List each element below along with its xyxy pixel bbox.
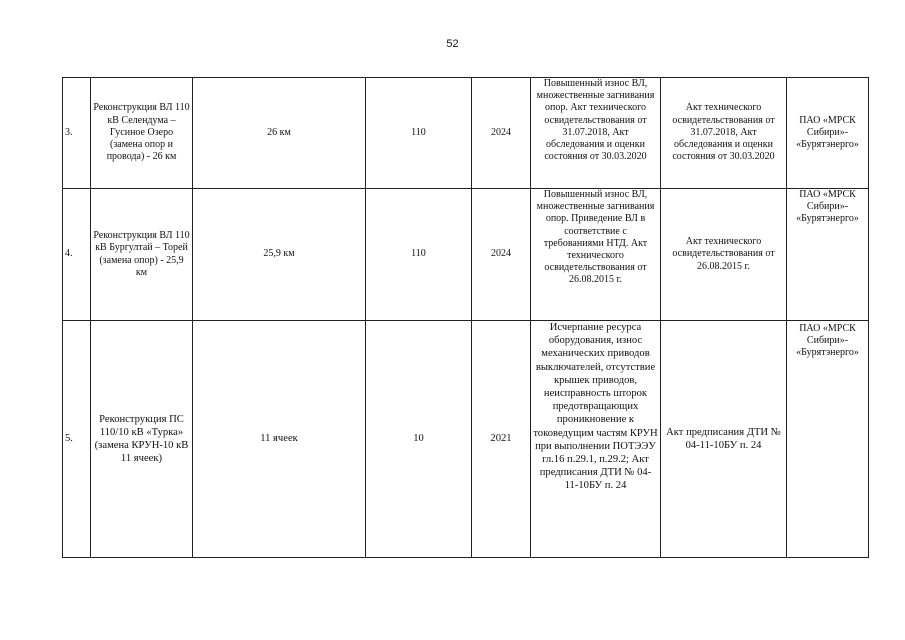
project-voltage: 110 [366, 78, 472, 189]
table-row [63, 321, 869, 558]
project-owner: ПАО «МРСК Сибири»- «Бурятэнерго» [787, 321, 869, 558]
project-year: 2024 [472, 78, 531, 189]
row-number: 4. [63, 189, 91, 321]
project-scope: 25,9 км [193, 189, 366, 321]
project-scope: 11 ячеек [193, 321, 366, 558]
project-owner: ПАО «МРСК Сибири»- «Бурятэнерго» [787, 78, 869, 189]
projects-table [62, 77, 869, 558]
project-name: Реконструкция ВЛ 110 кВ Селендума – Гусиное Озеро (замена опор и провода) - 26 км [91, 78, 193, 189]
project-year: 2024 [472, 189, 531, 321]
table-row [63, 189, 869, 321]
page-number: 52 [446, 38, 459, 50]
project-voltage: 110 [366, 189, 472, 321]
project-name: Реконструкция ПС 110/10 кВ «Турка» (замена КРУН-10 кВ 11 ячеек) [91, 321, 193, 558]
project-reason: Повышенный износ ВЛ, множественные загнивания опор. Акт технического освидетельствования от 31.07.2018, Акт обследования и оценки состояния от 30.03.2020 [531, 78, 661, 189]
project-document: Акт технического освидетельствования от 26.08.2015 г. [661, 189, 787, 321]
project-owner: ПАО «МРСК Сибири»- «Бурятэнерго» [787, 189, 869, 321]
project-name: Реконструкция ВЛ 110 кВ Бургултай – Торей (замена опор) - 25,9 км [91, 189, 193, 321]
project-document: Акт предписания ДТИ № 04-11-10БУ п. 24 [661, 321, 787, 558]
table-row [63, 78, 869, 189]
project-voltage: 10 [366, 321, 472, 558]
project-reason: Исчерпание ресурса оборудования, износ механических приводов выключателей, отсутствие крышек приводов, неисправность шторок предотвращающих проникновение к токоведущим частям КРУН при выполнении ПОТЭЭУ гл.16 п.29.1, п.29.2; Акт предписания ДТИ № 04-11-10БУ п. 24 [531, 321, 661, 558]
project-scope: 26 км [193, 78, 366, 189]
project-document: Акт технического освидетельствования от 31.07.2018, Акт обследования и оценки состояния от 30.03.2020 [661, 78, 787, 189]
row-number: 3. [63, 78, 91, 189]
project-year: 2021 [472, 321, 531, 558]
row-number: 5. [63, 321, 91, 558]
project-reason: Повышенный износ ВЛ, множественные загнивания опор. Приведение ВЛ в соответствие с требованиями НТД. Акт технического освидетельствования от 26.08.2015 г. [531, 189, 661, 321]
